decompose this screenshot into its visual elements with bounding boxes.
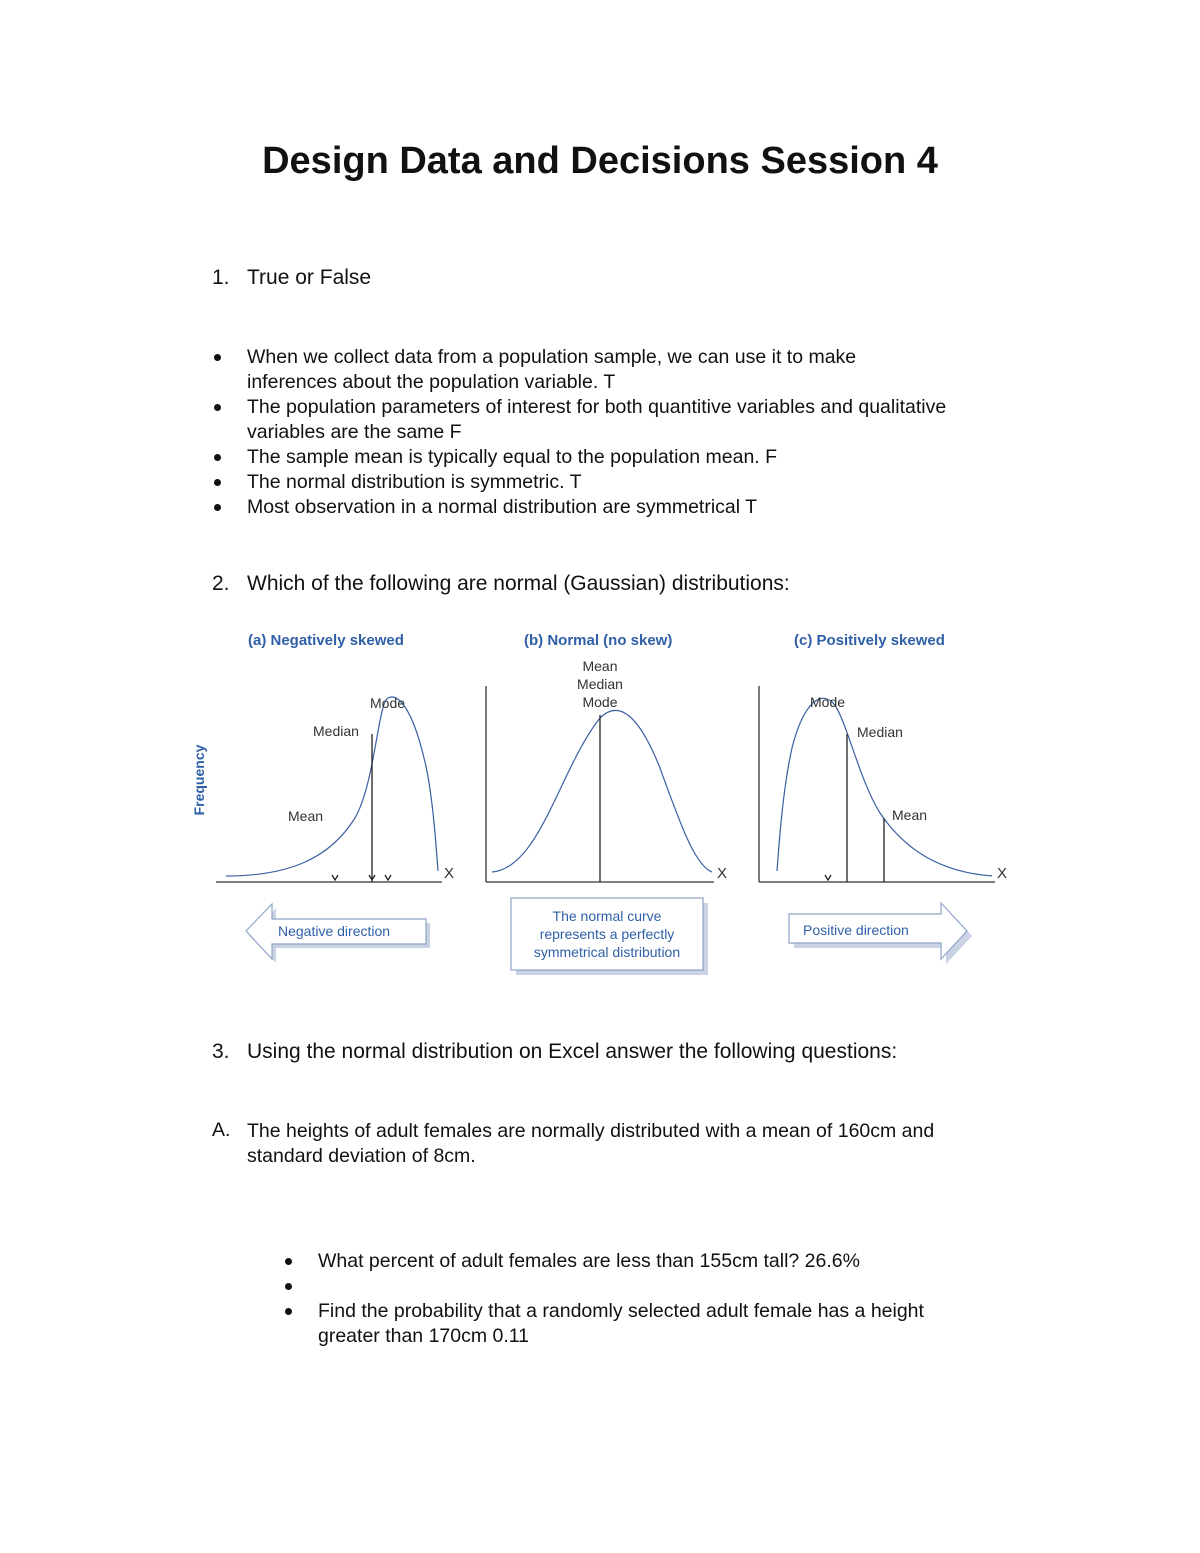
panel-c-x-label: X <box>997 865 1008 882</box>
q1-text: True or False <box>247 266 372 289</box>
panel-a-median-label: Median <box>313 723 359 739</box>
q3-text: Using the normal distribution on Excel answer the following questions: <box>247 1040 898 1063</box>
bullet-icon <box>214 454 221 461</box>
bullet-icon <box>214 354 221 361</box>
panel-a-mean-tick <box>332 875 338 880</box>
panel-b-mode-label: Mode <box>582 694 618 710</box>
bullet-icon <box>285 1258 292 1265</box>
panel-b-caption-line2: represents a perfectly <box>539 926 675 942</box>
negative-direction-label: Negative direction <box>278 923 391 939</box>
q2-number: 2. <box>212 572 230 595</box>
panel-c-mean-label: Mean <box>892 807 928 823</box>
qa-text: The heights of adult females are normally distributed with a mean of 160cm and standard deviation of 8cm. <box>247 1120 935 1167</box>
positive-direction-label: Positive direction <box>803 922 909 938</box>
bullet-icon <box>214 504 221 511</box>
list-item: The population parameters of interest for both quantitive variables and qualitative variables are the same F <box>247 395 1047 445</box>
list-item: Find the probability that a randomly selected adult female has a height greater than 170cm 0.11 <box>318 1299 1038 1349</box>
panel-c-median-label: Median <box>857 724 903 740</box>
skew-distribution-figure <box>180 618 1020 988</box>
panel-a-title: (a) Negatively skewed <box>248 632 404 649</box>
panel-c-mode-label: Mode <box>810 694 846 710</box>
q3-number: 3. <box>212 1040 230 1063</box>
qa-list <box>318 1249 1038 1349</box>
panel-b-caption-line1: The normal curve <box>552 908 662 924</box>
bullet-icon <box>285 1283 292 1290</box>
y-axis-label: Frequency <box>191 744 207 816</box>
list-item: The normal distribution is symmetric. T <box>247 470 1047 495</box>
list-item: Most observation in a normal distribution are symmetrical T <box>247 495 1047 520</box>
qa-label: A. <box>212 1119 231 1141</box>
bullet-icon <box>285 1308 292 1315</box>
panel-b-mean-label: Mean <box>582 658 618 674</box>
panel-c-mode-tick <box>825 875 831 880</box>
panel-a-mode-label: Mode <box>370 695 406 711</box>
list-item <box>318 1274 1038 1299</box>
panel-b-title: (b) Normal (no skew) <box>524 632 673 649</box>
list-item: When we collect data from a population sample, we can use it to make inferences about the population variable. T <box>247 345 1047 395</box>
panel-c-title: (c) Positively skewed <box>794 632 945 649</box>
panel-a-mode-tick <box>385 875 391 880</box>
bullet-icon <box>214 404 221 411</box>
list-item: The sample mean is typically equal to the population mean. F <box>247 445 1047 470</box>
panel-a-x-label: X <box>444 865 455 882</box>
panel-b-x-label: X <box>717 865 728 882</box>
page-title: Design Data and Decisions Session 4 <box>262 140 938 182</box>
list-item: What percent of adult females are less than 155cm tall? 26.6% <box>318 1249 1038 1274</box>
panel-b-curve <box>492 710 712 872</box>
panel-a-mean-label: Mean <box>288 808 324 824</box>
panel-b-caption-line3: symmetrical distribution <box>533 944 681 960</box>
q2-text: Which of the following are normal (Gaussian) distributions: <box>247 572 790 595</box>
q1-list <box>247 345 1047 520</box>
q1-number: 1. <box>212 266 230 289</box>
bullet-icon <box>214 479 221 486</box>
panel-b-median-label: Median <box>577 676 623 692</box>
